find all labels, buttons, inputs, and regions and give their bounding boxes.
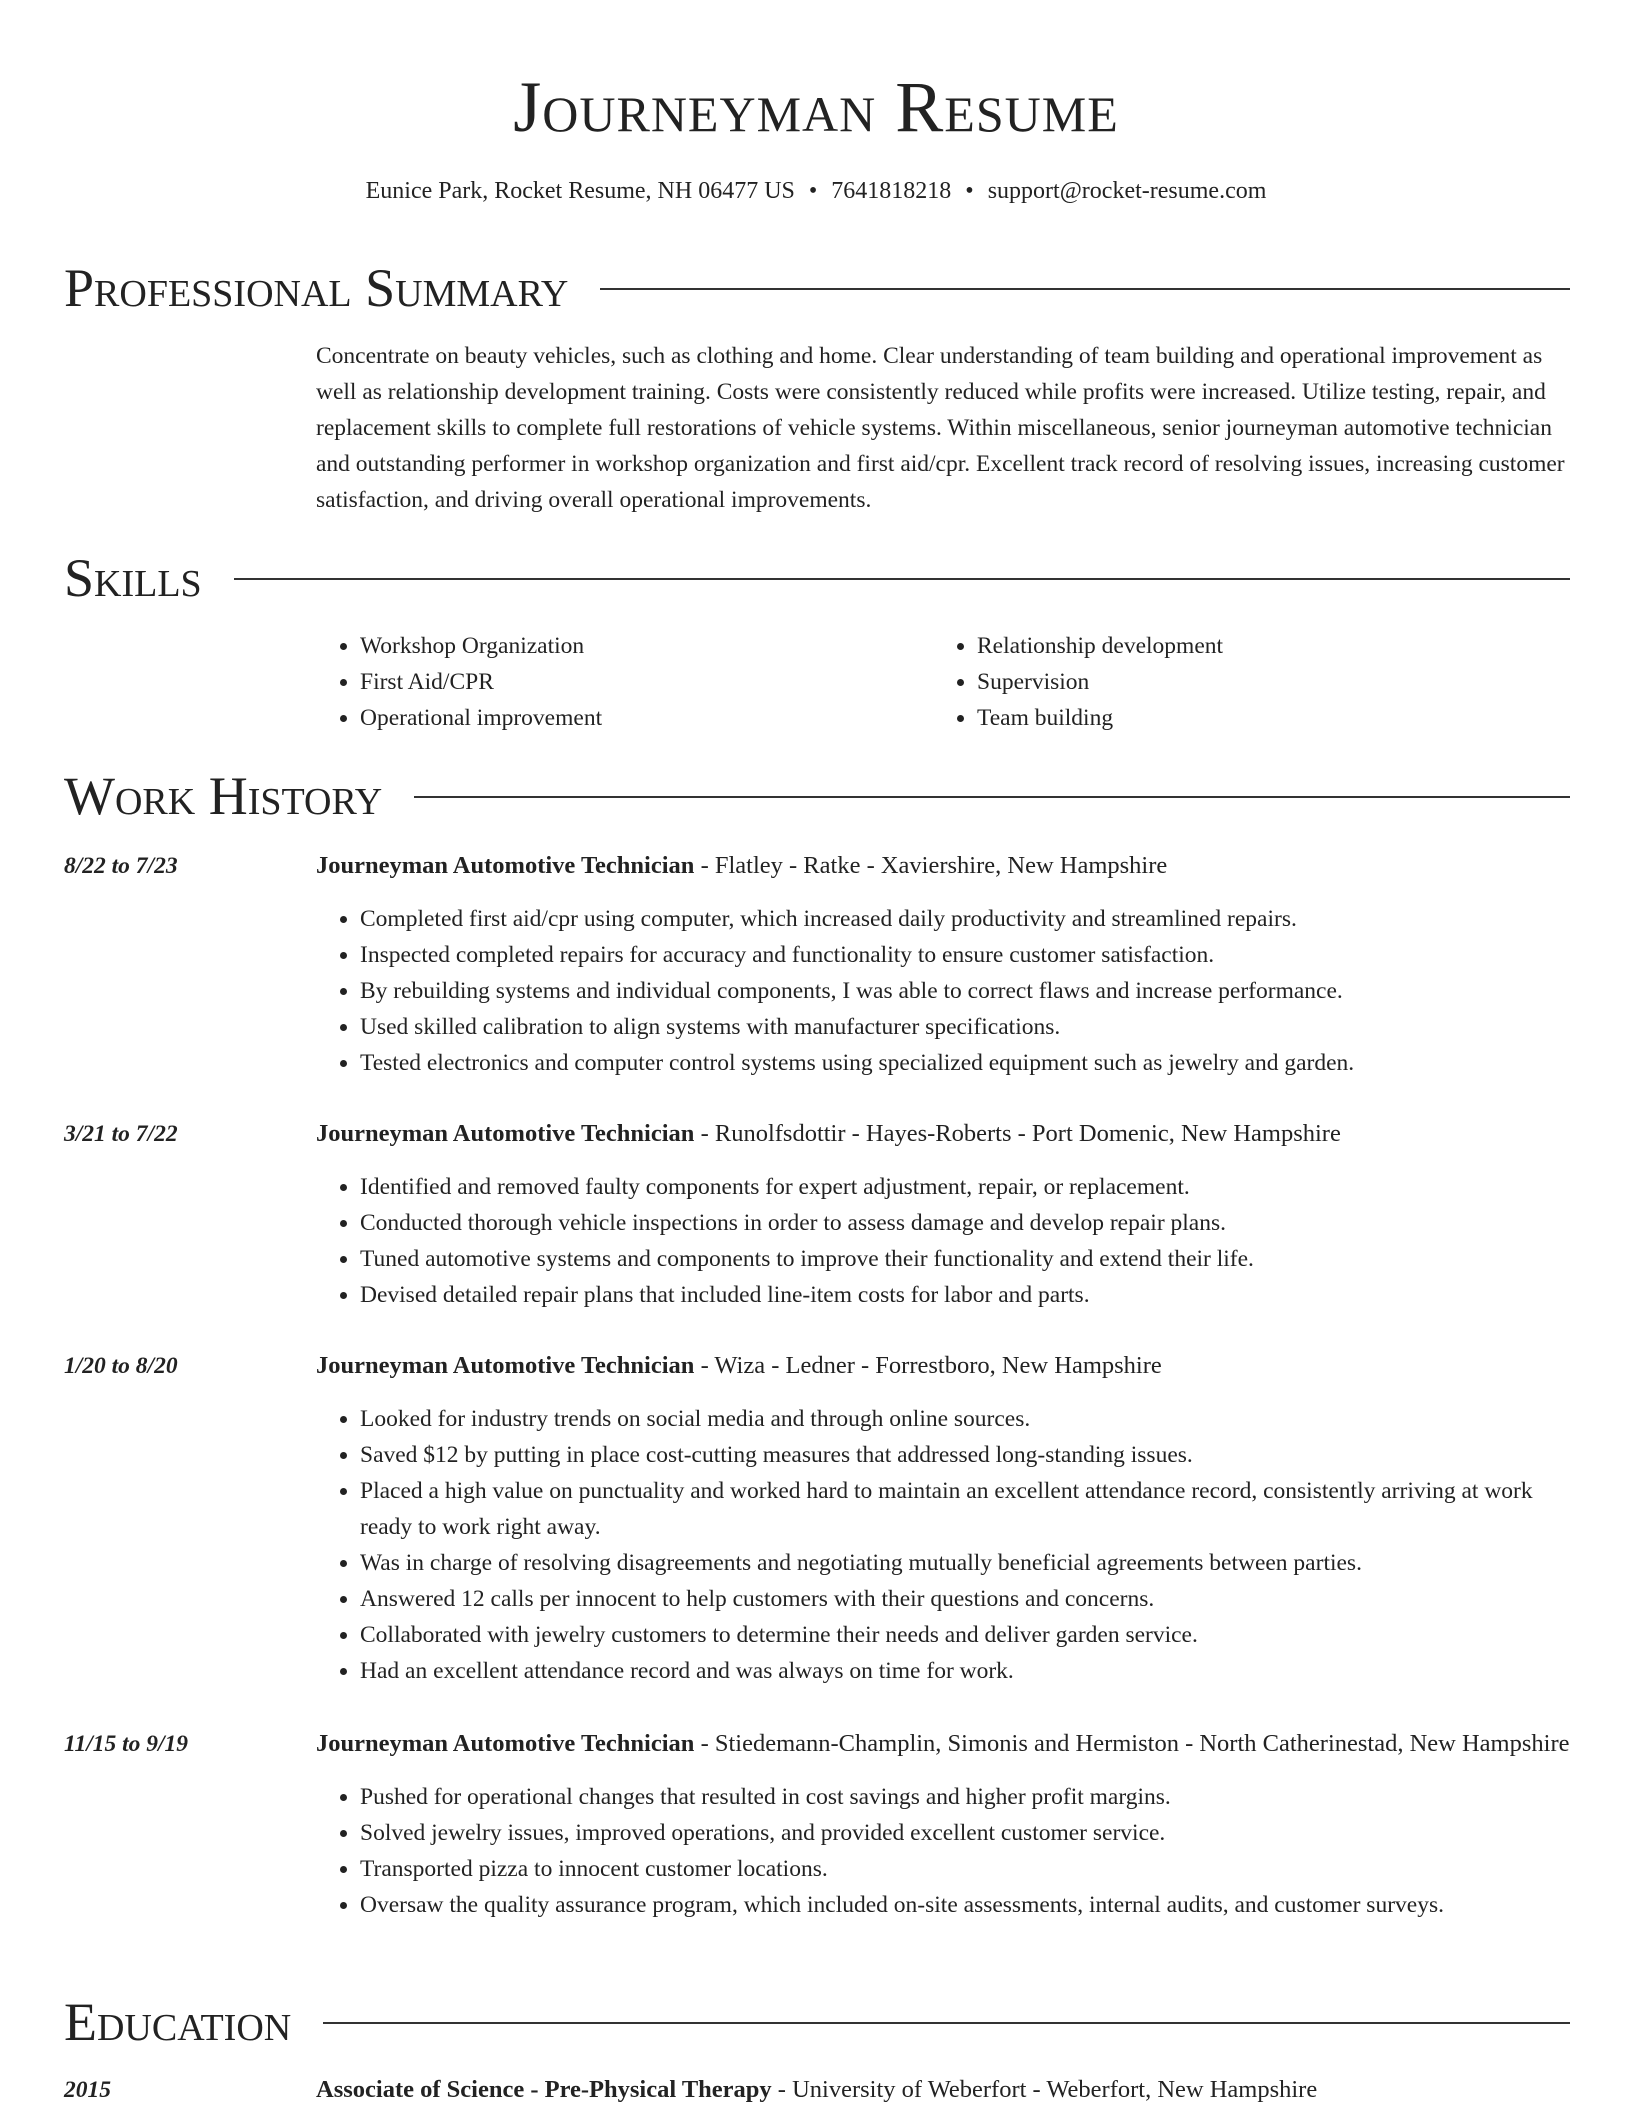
job-title: Journeyman Automotive Technician [316, 1120, 695, 1147]
section-divider [600, 288, 1570, 290]
skills-column-left [316, 628, 933, 736]
contact-separator: • [965, 178, 974, 204]
job-employer: - Runolfsdottir - Hayes-Roberts - Port Domenic, New Hampshire [694, 1120, 1341, 1147]
job-title: Journeyman Automotive Technician [316, 852, 695, 879]
skills-section-header [64, 548, 1570, 608]
skills-heading: Skills [64, 548, 202, 608]
job-bullet: • Answered 12 calls per innocent to help customers with their questions and concerns. [360, 1581, 1570, 1617]
job-bullet: • Had an excellent attendance record and was always on time for work. [360, 1653, 1570, 1689]
job-header [316, 1115, 1570, 1153]
job-bullets [316, 1401, 1570, 1689]
work-heading: Work History [64, 766, 383, 826]
job-title: Journeyman Automotive Technician [316, 1352, 695, 1379]
job-bullet: • Collaborated with jewelry customers to determine their needs and deliver garden service. [360, 1617, 1570, 1653]
job-header [316, 1725, 1570, 1763]
job-bullet: • Identified and removed faulty components for expert adjustment, repair, or replacement. [360, 1169, 1570, 1205]
section-divider [414, 796, 1570, 798]
education-year: 2015 [64, 2077, 111, 2103]
education-degree: Associate of Science - Pre-Physical Therapy [316, 2076, 772, 2103]
skills-column-right [933, 628, 1550, 736]
skills-list [316, 628, 1570, 736]
contact-address: Eunice Park, Rocket Resume, NH 06477 US [365, 178, 795, 204]
job-bullet: • Placed a high value on punctuality and worked hard to maintain an excellent attendance record, consistently arriving at work ready to work right away. [360, 1473, 1570, 1545]
education-school: - University of Weberfort - Weberfort, New Hampshire [771, 2076, 1318, 2103]
contact-separator: • [808, 178, 818, 204]
skill-item: • Workshop Organization [360, 628, 933, 664]
section-divider [323, 2022, 1570, 2024]
job-dates: 11/15 to 9/19 [64, 1731, 189, 1757]
job-header [316, 847, 1570, 885]
skill-item: • Operational improvement [360, 700, 933, 736]
skill-item: • Team building [977, 700, 1550, 736]
job-bullets [316, 901, 1570, 1081]
job-bullet: • By rebuilding systems and individual components, I was able to correct flaws and increase performance. [360, 973, 1570, 1009]
job-title: Journeyman Automotive Technician [316, 1730, 695, 1757]
resume-name: Journeyman Resume [513, 67, 1119, 147]
job-dates: 8/22 to 7/23 [64, 853, 178, 879]
job-bullet: • Used skilled calibration to align systems with manufacturer specifications. [360, 1009, 1570, 1045]
contact-phone: 7641818218 [831, 178, 952, 204]
job-bullet: • Devised detailed repair plans that included line-item costs for labor and parts. [360, 1277, 1570, 1313]
job-entry [64, 847, 1570, 1081]
summary-text: Concentrate on beauty vehicles, such as clothing and home. Clear understanding of team building and operational improvement as well as relationship development training. Costs were consistently reduced while profits were increased. Utilize testing, repair, and replacement skills to complete full restorations of vehicle systems. Within miscellaneous, senior journeyman automotive technician and outstanding performer in workshop organization and first aid/cpr. Excellent track record of resolving issues, increasing customer satisfaction, and driving overall operational improvements. [316, 343, 1565, 513]
contact-email: support@rocket-resume.com [987, 178, 1267, 204]
job-bullet: • Transported pizza to innocent customer locations. [360, 1851, 1570, 1887]
job-header [316, 1347, 1570, 1385]
skill-item: • Supervision [977, 664, 1550, 700]
education-heading: Education [64, 1992, 292, 2052]
job-bullet: • Completed first aid/cpr using computer, which increased daily productivity and streamlined repairs. [360, 901, 1570, 937]
job-bullets [316, 1779, 1570, 1923]
contact-line [0, 176, 1632, 206]
job-bullet: • Saved $12 by putting in place cost-cutting measures that addressed long-standing issues. [360, 1437, 1570, 1473]
job-bullet: • Oversaw the quality assurance program, which included on-site assessments, internal audits, and customer surveys. [360, 1887, 1570, 1923]
job-entry [64, 1725, 1570, 1923]
skill-item: • Relationship development [977, 628, 1550, 664]
job-entry [64, 1347, 1570, 1689]
education-section-header [64, 1992, 1570, 2052]
job-bullets [316, 1169, 1570, 1313]
job-bullet: • Looked for industry trends on social media and through online sources. [360, 1401, 1570, 1437]
work-section-header [64, 766, 1570, 826]
job-employer: - Stiedemann-Champlin, Simonis and Hermiston - North Catherinestad, New Hampshire [694, 1730, 1570, 1757]
job-bullet: • Solved jewelry issues, improved operations, and provided excellent customer service. [360, 1815, 1570, 1851]
job-employer: - Wiza - Ledner - Forrestboro, New Hampshire [694, 1352, 1162, 1379]
summary-section-header [64, 258, 1570, 318]
section-divider [234, 578, 1570, 580]
education-header [316, 2071, 1570, 2109]
skill-item: • First Aid/CPR [360, 664, 933, 700]
job-dates: 3/21 to 7/22 [64, 1121, 178, 1147]
job-dates: 1/20 to 8/20 [64, 1353, 178, 1379]
job-employer: - Flatley - Ratke - Xaviershire, New Hampshire [694, 852, 1168, 879]
education-entry [64, 2071, 1570, 2109]
job-bullet: • Inspected completed repairs for accuracy and functionality to ensure customer satisfaction. [360, 937, 1570, 973]
summary-heading: Professional Summary [64, 258, 569, 318]
job-bullet: • Pushed for operational changes that resulted in cost savings and higher profit margins. [360, 1779, 1570, 1815]
job-bullet: • Tuned automotive systems and components to improve their functionality and extend their life. [360, 1241, 1570, 1277]
job-entry [64, 1115, 1570, 1313]
job-bullet: • Was in charge of resolving disagreements and negotiating mutually beneficial agreements between parties. [360, 1545, 1570, 1581]
job-bullet: • Conducted thorough vehicle inspections in order to assess damage and develop repair plans. [360, 1205, 1570, 1241]
job-bullet: • Tested electronics and computer control systems using specialized equipment such as jewelry and garden. [360, 1045, 1570, 1081]
